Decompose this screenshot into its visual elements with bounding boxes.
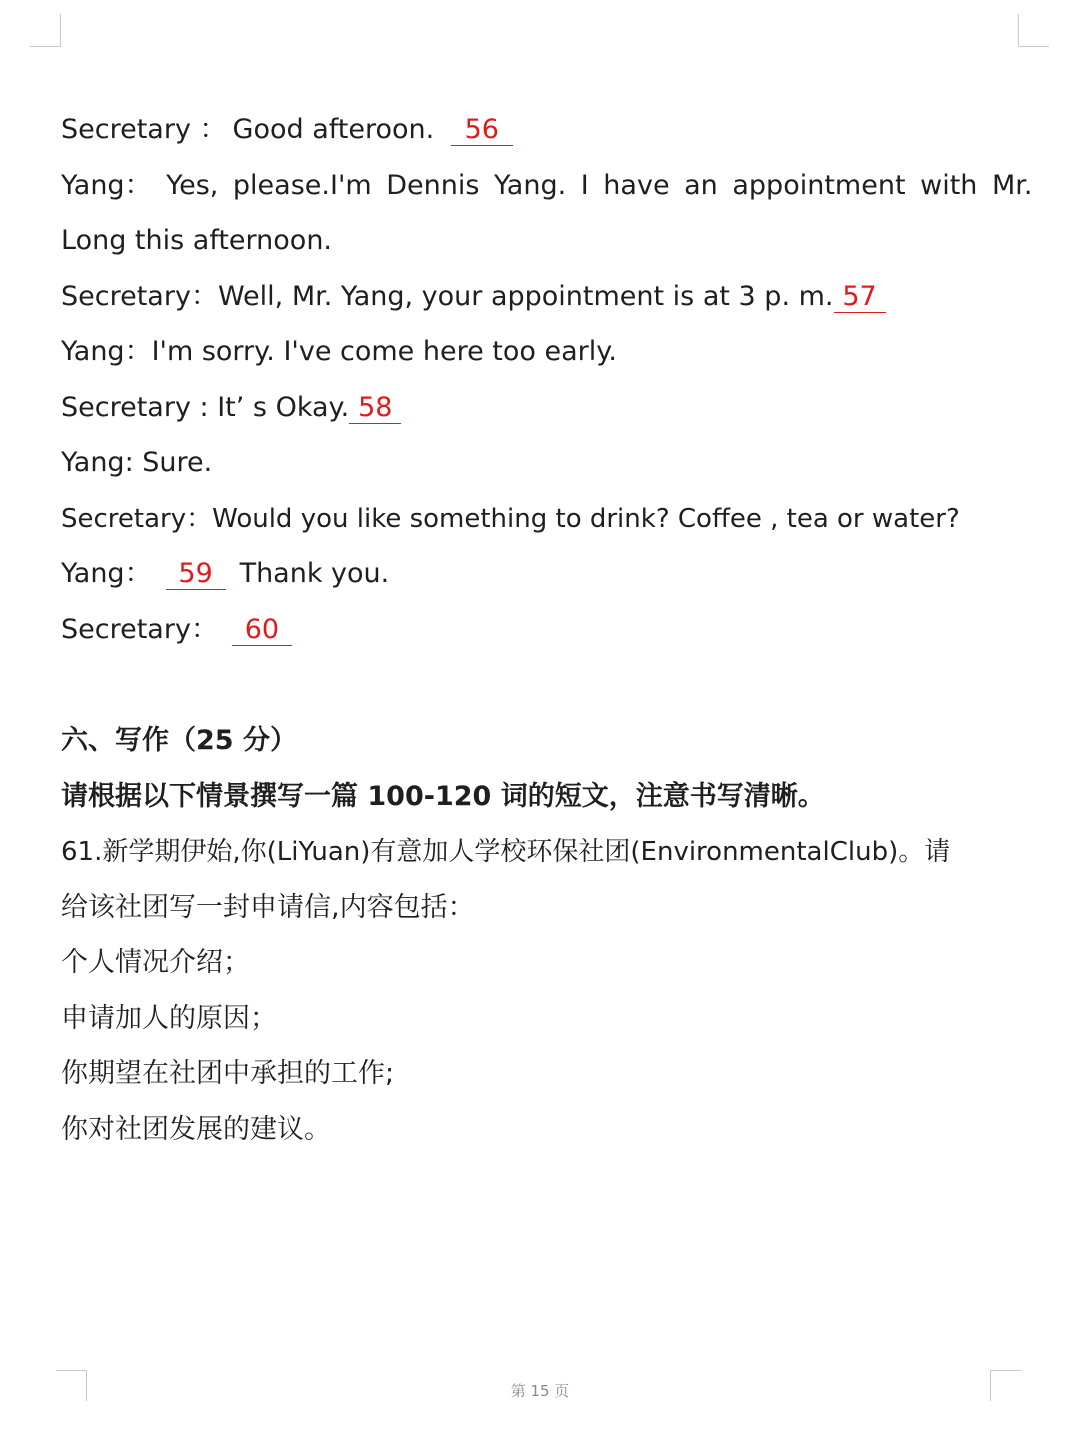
dialogue-text: Well, Mr. Yang, your appointment is at 3 p. m. (217, 281, 834, 312)
separator: ： (124, 170, 152, 201)
speaker: Yang (61, 447, 125, 478)
crop-mark-top-right (1018, 14, 1049, 47)
page-number: 第 15 页 (510, 1382, 570, 1400)
dialogue-text: Thank you. (239, 558, 390, 589)
answer-blank-59: 59 (166, 559, 226, 590)
speaker: Secretary (61, 281, 191, 312)
writing-instruction: 请根据以下情景撰写一篇 100-120 词的短文，注意书写清晰。 (61, 781, 825, 812)
dialogue-text: Good afteroon. (232, 114, 435, 145)
dialogue-line-2-continued (61, 221, 1019, 261)
speaker: Secretary (61, 614, 191, 645)
dialogue-text: Sure. (142, 447, 213, 478)
speaker: Yang (61, 336, 125, 367)
dialogue-text: Long this afternoon. (61, 225, 333, 256)
answer-blank-58: 58 (349, 393, 401, 424)
content-point-2: 申请加人的原因； (61, 1003, 277, 1034)
separator: : (199, 392, 218, 423)
separator: ： (190, 614, 218, 645)
dialogue-line-2 (61, 166, 1033, 206)
dialogue-text: Would you like something to drink? Coffee , tea or water? (212, 504, 960, 534)
dialogue-line-7 (61, 499, 1019, 539)
separator: ： (190, 281, 218, 312)
dialogue-text: I'm sorry. I've come here too early. (151, 336, 617, 367)
content-point-3: 你期望在社团中承担的工作; (61, 1058, 395, 1089)
dialogue-line-9 (61, 610, 1019, 650)
separator: ： (124, 558, 152, 589)
answer-blank-60: 60 (232, 615, 292, 646)
speaker: Secretary (61, 392, 200, 423)
speaker: Yang (61, 170, 125, 201)
separator: : (124, 447, 143, 478)
dialogue-line-1 (61, 110, 1019, 150)
speaker: Yang (61, 558, 125, 589)
dialogue-text: It’ s Okay. (217, 392, 350, 423)
dialogue-line-4 (61, 332, 1019, 372)
writing-prompt-line-1: 61.新学期伊始,你(LiYuan)有意加人学校环保社团(EnvironmentalClub)。请 (61, 837, 951, 867)
separator: ： (199, 114, 227, 145)
content-point-1: 个人情况介绍； (61, 947, 250, 978)
speaker: Secretary (61, 504, 187, 534)
crop-mark-top-left (30, 14, 61, 47)
dialogue-line-3 (61, 277, 1019, 317)
separator: ： (186, 504, 213, 534)
answer-blank-56: 56 (451, 115, 513, 146)
dialogue-line-8 (61, 554, 1019, 594)
separator: ： (124, 336, 152, 367)
dialogue-line-6 (61, 443, 1019, 483)
content-point-4: 你对社团发展的建议。 (61, 1114, 331, 1145)
answer-blank-57: 57 (834, 282, 886, 313)
speaker: Secretary (61, 114, 200, 145)
section-heading: 六、写作（25 分） (61, 725, 297, 756)
dialogue-line-5 (61, 388, 1019, 428)
dialogue-text: Yes, please.I'm Dennis Yang. I have an appointment with Mr. (166, 170, 1033, 201)
writing-prompt-line-2: 给该社团写一封申请信,内容包括： (61, 892, 475, 923)
